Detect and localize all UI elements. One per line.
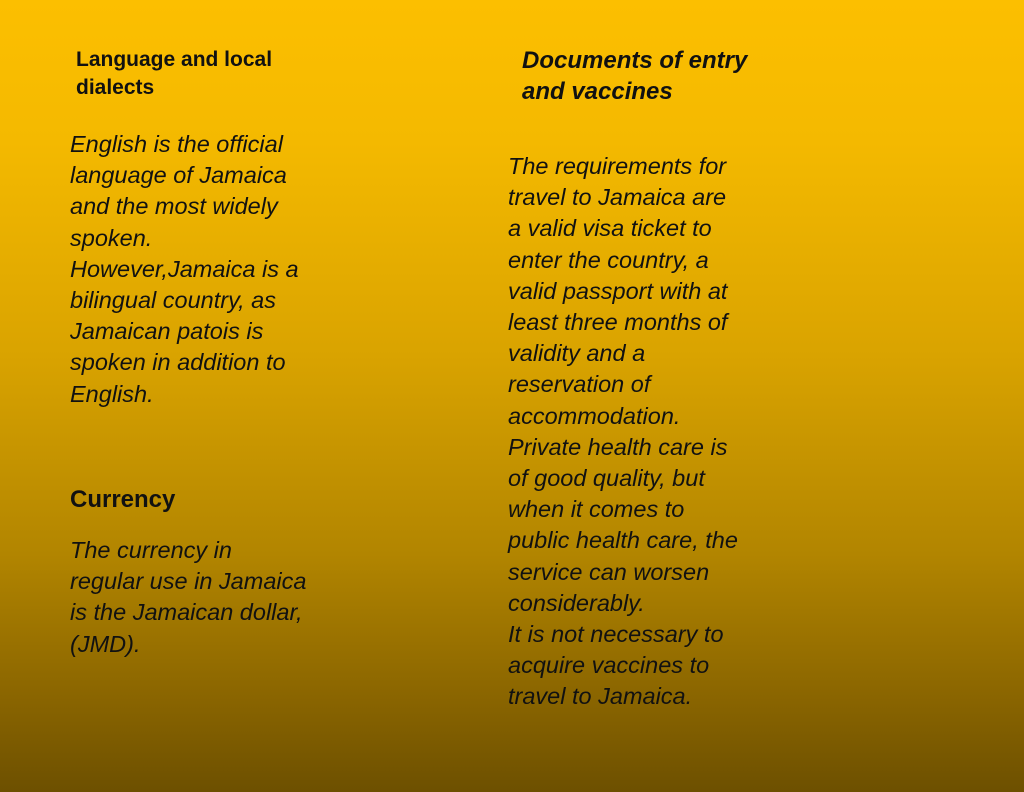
paragraph-line: The requirements for xyxy=(508,153,727,179)
paragraph-line: English is the official xyxy=(70,131,283,157)
paragraph-line: acquire vaccines to xyxy=(508,652,710,679)
paragraph-line: regular use in Jamaica xyxy=(70,568,307,595)
language-heading-line: dialects xyxy=(76,76,155,99)
paragraph-line: least three months of xyxy=(508,309,728,336)
paragraph-line: language of Jamaica xyxy=(70,162,287,189)
paragraph-line: reservation of xyxy=(508,371,651,398)
paragraph-line: valid passport with at xyxy=(508,277,728,304)
language-heading-line: Language and local xyxy=(76,48,273,71)
documents-heading-line: and vaccines xyxy=(522,78,673,105)
paragraph-line: English. xyxy=(70,380,154,407)
paragraph-line: is the Jamaican dollar, xyxy=(70,599,303,626)
paragraph-line: Jamaican patois is xyxy=(70,318,264,345)
paragraph-line: enter the country, a xyxy=(508,246,709,273)
documents-paragraph xyxy=(508,151,738,713)
paragraph-line: a valid visa ticket to xyxy=(508,215,712,242)
documents-heading xyxy=(522,45,747,107)
paragraph-line: spoken. xyxy=(70,224,153,251)
paragraph-line: travel to Jamaica are xyxy=(508,184,727,211)
paragraph-line: spoken in addition to xyxy=(70,349,286,376)
currency-heading: Currency xyxy=(70,486,176,513)
language-heading xyxy=(76,46,272,102)
paragraph-line: public health care, the xyxy=(508,527,738,554)
paragraph-line: when it comes to xyxy=(508,496,685,523)
language-paragraph xyxy=(70,129,299,410)
currency-paragraph xyxy=(70,535,306,660)
documents-heading-line: Documents of entry xyxy=(522,47,748,74)
paragraph-line: considerably. xyxy=(508,589,645,616)
paragraph-line: service can worsen xyxy=(508,558,710,585)
paragraph-line: It is not necessary to xyxy=(508,621,724,648)
paragraph-line: of good quality, but xyxy=(508,465,705,492)
paragraph-line: bilingual country, as xyxy=(70,287,276,314)
paragraph-line: Private health care is xyxy=(508,433,728,460)
paragraph-line: However,Jamaica is a xyxy=(70,255,299,282)
paragraph-line: accommodation. xyxy=(508,402,681,429)
paragraph-line: travel to Jamaica. xyxy=(508,683,693,710)
paragraph-line: validity and a xyxy=(508,340,646,367)
paragraph-line: and the most widely xyxy=(70,193,278,220)
paragraph-line: The currency in xyxy=(70,537,232,563)
paragraph-line: (JMD). xyxy=(70,630,141,657)
